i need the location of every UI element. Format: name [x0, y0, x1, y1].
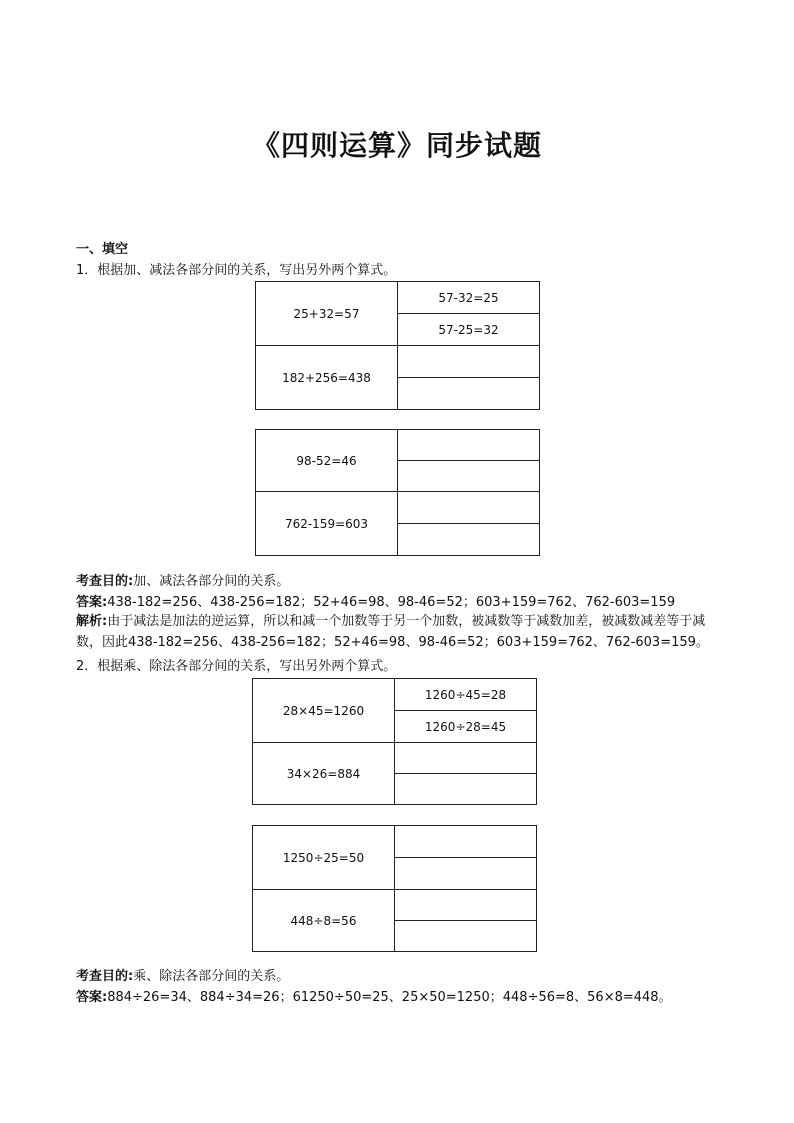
q2-purpose — [76, 965, 289, 984]
q1-purpose — [76, 570, 289, 589]
answer-cell[interactable]: 57-25=32 — [398, 314, 540, 346]
question-1-prompt: 1．根据加、减法各部分间的关系，写出另外两个算式。 — [76, 263, 397, 278]
answer-cell[interactable]: 57-32=25 — [398, 282, 540, 314]
purpose-text: 加、减法各部分间的关系。 — [133, 574, 290, 589]
answer-cell[interactable] — [398, 378, 540, 410]
answer-label: 答案: — [76, 595, 108, 610]
q2-table-b — [252, 825, 537, 952]
q2-table-a — [252, 678, 537, 805]
q1-table-a — [255, 281, 540, 410]
given-equation: 762-159=603 — [256, 492, 398, 556]
given-equation: 34×26=884 — [253, 743, 395, 805]
answer-cell[interactable] — [395, 921, 537, 952]
given-equation: 25+32=57 — [256, 282, 398, 346]
answer-cell[interactable] — [395, 826, 537, 858]
page-title: 《四则运算》同步试题 — [251, 129, 542, 162]
answer-cell[interactable] — [398, 346, 540, 378]
answer-text: 438-182=256、438-256=182；52+46=98、98-46=52；603+159=762、762-603=159 — [107, 595, 676, 610]
analysis-text: 由于减法是加法的逆运算，所以和减一个加数等于另一个加数，被减数等于减数加差，被减数减差等于减数，因此438-182=256、438-256=182；52+46=98、98-46=52；603+159=762、762-603=159。 — [76, 614, 709, 650]
answer-cell[interactable]: 1260÷28=45 — [395, 711, 537, 743]
given-equation: 182+256=438 — [256, 346, 398, 410]
analysis-label: 解析: — [76, 614, 108, 629]
answer-cell[interactable] — [395, 774, 537, 805]
q1-analysis — [76, 611, 726, 653]
answer-cell[interactable] — [398, 430, 540, 461]
q1-table-b — [255, 429, 540, 556]
section-heading: 一、填空 — [76, 242, 129, 257]
given-equation: 1250÷25=50 — [253, 826, 395, 890]
given-equation: 448÷8=56 — [253, 890, 395, 952]
answer-label: 答案: — [76, 990, 108, 1005]
answer-cell[interactable] — [395, 743, 537, 774]
answer-cell[interactable] — [398, 524, 540, 556]
purpose-label: 考查目的: — [76, 574, 134, 589]
answer-cell[interactable] — [395, 858, 537, 890]
q1-answer — [76, 591, 675, 610]
given-equation: 98-52=46 — [256, 430, 398, 492]
answer-cell[interactable] — [398, 461, 540, 492]
answer-cell[interactable]: 1260÷45=28 — [395, 679, 537, 711]
answer-cell[interactable] — [398, 492, 540, 524]
given-equation: 28×45=1260 — [253, 679, 395, 743]
purpose-label: 考查目的: — [76, 969, 134, 984]
question-2-prompt: 2．根据乘、除法各部分间的关系，写出另外两个算式。 — [76, 659, 397, 674]
answer-text: 884÷26=34、884÷34=26；61250÷50=25、25×50=1250；448÷56=8、56×8=448。 — [107, 990, 672, 1005]
purpose-text: 乘、除法各部分间的关系。 — [133, 969, 290, 984]
q2-answer — [76, 986, 672, 1005]
answer-cell[interactable] — [395, 890, 537, 921]
